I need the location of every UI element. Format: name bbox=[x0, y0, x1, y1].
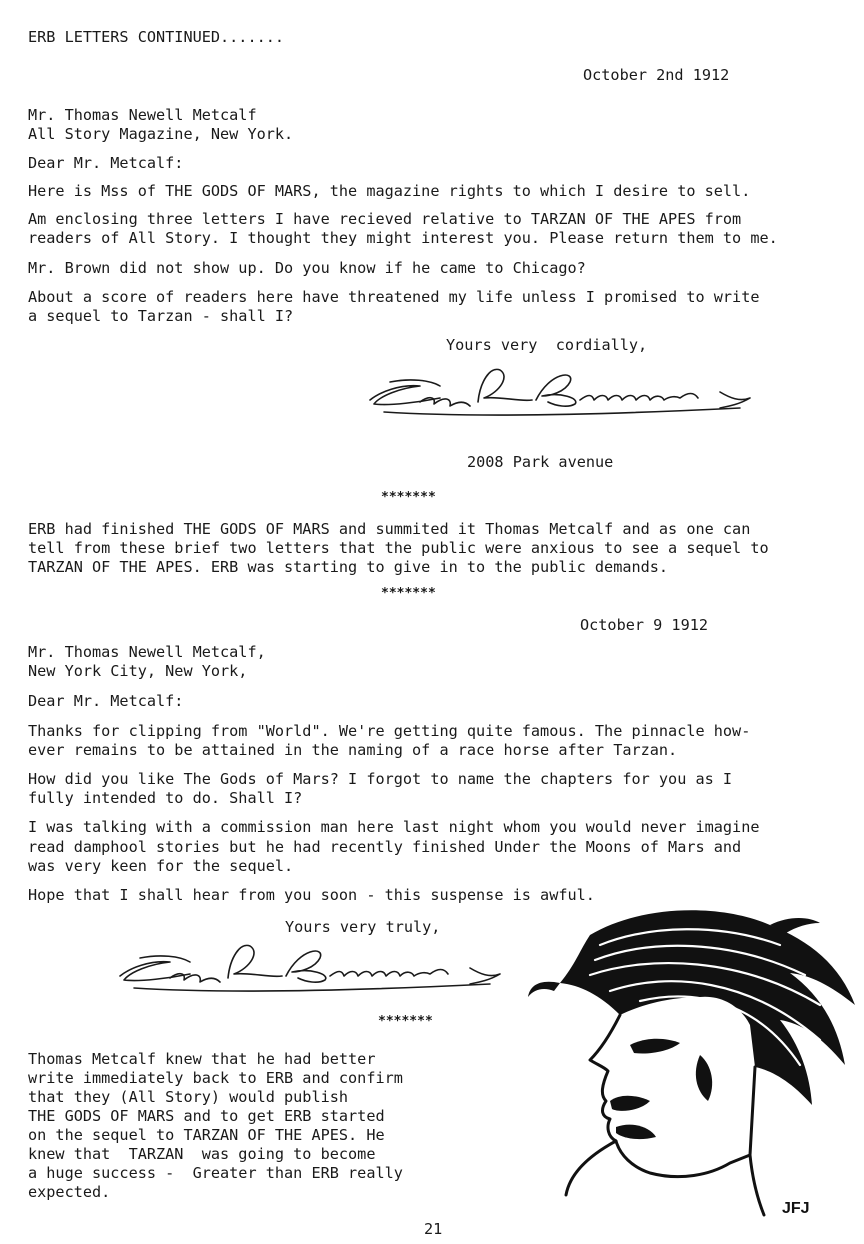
letter2-recipient-address: New York City, New York, bbox=[28, 662, 248, 680]
letter1-closing: Yours very cordially, bbox=[446, 336, 648, 354]
section-separator: ******* bbox=[381, 586, 436, 601]
letter2-paragraph-3-line-3: was very keen for the sequel. bbox=[28, 857, 294, 875]
letter1-paragraph-1: Here is Mss of THE GODS OF MARS, the magazine rights to which I desire to sell. bbox=[28, 182, 751, 200]
letter1-salutation: Dear Mr. Metcalf: bbox=[28, 154, 184, 172]
letter2-closing: Yours very truly, bbox=[285, 918, 441, 936]
letter2-date: October 9 1912 bbox=[580, 616, 709, 634]
commentary1-line-1: ERB had finished THE GODS OF MARS and summited it Thomas Metcalf and as one can bbox=[28, 520, 751, 538]
artist-initials: JFJ bbox=[782, 1200, 810, 1217]
commentary2-line-6: knew that TARZAN was going to become bbox=[28, 1145, 376, 1163]
signature-image bbox=[360, 362, 760, 422]
commentary1-line-3: TARZAN OF THE APES. ERB was starting to give in to the public demands. bbox=[28, 558, 669, 576]
letter2-paragraph-1-line-2: ever remains to be attained in the naming of a race horse after Tarzan. bbox=[28, 741, 678, 759]
section-separator: ******* bbox=[381, 490, 436, 505]
commentary2-line-5: on the sequel to TARZAN OF THE APES. He bbox=[28, 1126, 385, 1144]
running-title: ERB LETTERS CONTINUED....... bbox=[28, 28, 285, 46]
letter2-paragraph-3-line-1: I was talking with a commission man here last night whom you would never imagine bbox=[28, 818, 760, 836]
commentary2-line-8: expected. bbox=[28, 1183, 111, 1201]
commentary2-line-3: that they (All Story) would publish bbox=[28, 1088, 349, 1106]
letter2-paragraph-2-line-2: fully intended to do. Shall I? bbox=[28, 789, 303, 807]
letter2-paragraph-2-line-1: How did you like The Gods of Mars? I forgot to name the chapters for you as I bbox=[28, 770, 733, 788]
letter1-recipient-name: Mr. Thomas Newell Metcalf bbox=[28, 106, 257, 124]
section-separator: ******* bbox=[378, 1014, 433, 1029]
signature-image bbox=[110, 938, 510, 998]
letter2-recipient-name: Mr. Thomas Newell Metcalf, bbox=[28, 643, 266, 661]
commentary1-line-2: tell from these brief two letters that the public were anxious to see a sequel to bbox=[28, 539, 769, 557]
letter1-paragraph-4-line-1: About a score of readers here have threatened my life unless I promised to write bbox=[28, 288, 760, 306]
letter1-paragraph-2-line-1: Am enclosing three letters I have recieved relative to TARZAN OF THE APES from bbox=[28, 210, 742, 228]
letter1-recipient-address: All Story Magazine, New York. bbox=[28, 125, 294, 143]
commentary2-line-1: Thomas Metcalf knew that he had better bbox=[28, 1050, 376, 1068]
letter1-paragraph-3: Mr. Brown did not show up. Do you know if he came to Chicago? bbox=[28, 259, 586, 277]
commentary2-line-4: THE GODS OF MARS and to get ERB started bbox=[28, 1107, 385, 1125]
commentary2-line-2: write immediately back to ERB and confirm bbox=[28, 1069, 403, 1087]
letter2-paragraph-1-line-1: Thanks for clipping from "World". We're getting quite famous. The pinnacle how- bbox=[28, 722, 751, 740]
letter1-address: 2008 Park avenue bbox=[467, 453, 614, 471]
letter1-paragraph-2-line-2: readers of All Story. I thought they might interest you. Please return them to me. bbox=[28, 229, 778, 247]
letter2-paragraph-3-line-2: read damphool stories but he had recently finished Under the Moons of Mars and bbox=[28, 838, 742, 856]
letter2-paragraph-4: Hope that I shall hear from you soon - this suspense is awful. bbox=[28, 886, 595, 904]
commentary2-line-7: a huge success - Greater than ERB really bbox=[28, 1164, 403, 1182]
letter1-paragraph-4-line-2: a sequel to Tarzan - shall I? bbox=[28, 307, 294, 325]
letter1-date: October 2nd 1912 bbox=[583, 66, 730, 84]
letter2-salutation: Dear Mr. Metcalf: bbox=[28, 692, 184, 710]
page-number: 21 bbox=[424, 1220, 443, 1238]
tarzan-portrait-illustration bbox=[520, 905, 860, 1235]
